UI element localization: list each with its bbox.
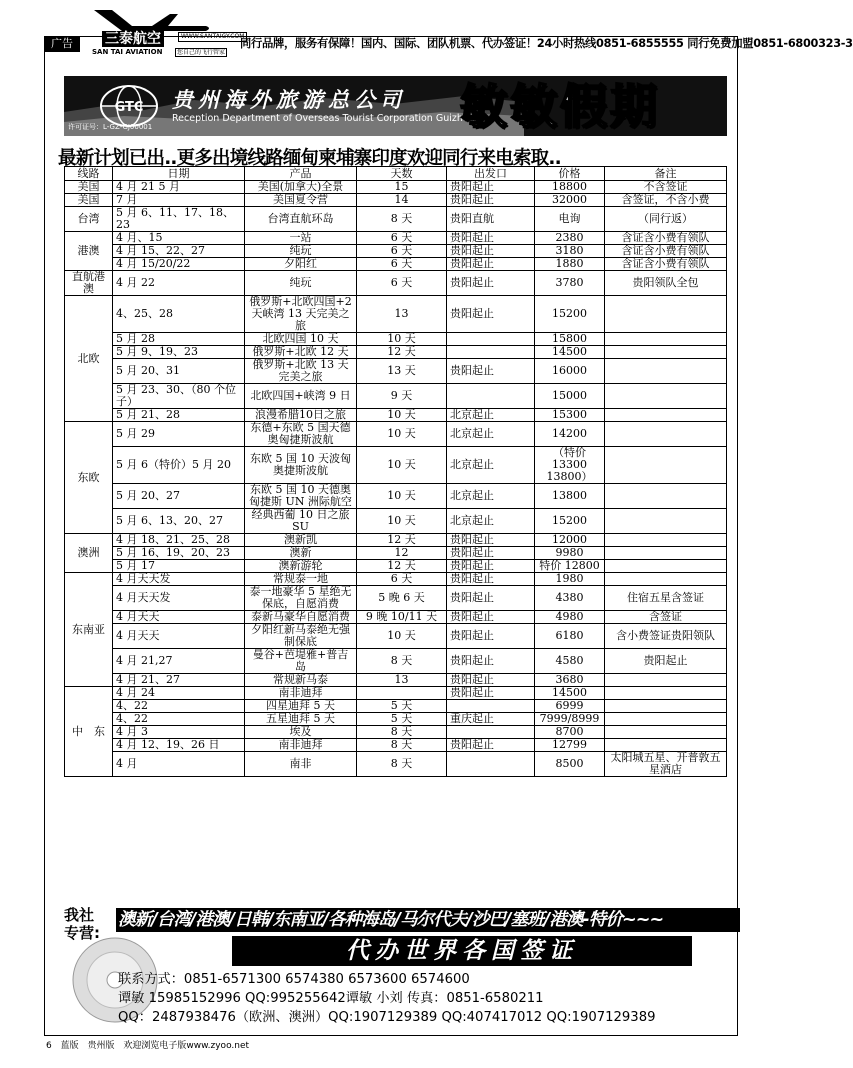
cell-price: 15800 xyxy=(535,333,605,346)
table-row xyxy=(65,573,727,586)
cell-price: 8500 xyxy=(535,752,605,777)
cell-days: 8 天 xyxy=(357,649,447,674)
cell-price: 1980 xyxy=(535,573,605,586)
route-region: 港澳 xyxy=(65,232,113,271)
cell-date: 4 月 21、27 xyxy=(113,674,245,687)
table-row xyxy=(65,258,727,271)
cell-origin: 贵阳起止 xyxy=(447,258,535,271)
cell-note: 含小费签证贵阳领队 xyxy=(605,624,727,649)
cell-origin: 北京起止 xyxy=(447,447,535,484)
table-row xyxy=(65,560,727,573)
table-row xyxy=(65,181,727,194)
table-row xyxy=(65,359,727,384)
cell-product: 泰一地豪华 5 星绝无保底，自愿消费 xyxy=(245,586,357,611)
cell-note xyxy=(605,726,727,739)
cell-origin: 贵阳起止 xyxy=(447,674,535,687)
cell-product: 东欧 5 国 10 天德奥匈捷斯 UN 洲际航空 xyxy=(245,484,357,509)
cell-price: （特价 13300 13800） xyxy=(535,447,605,484)
cell-days: 5 天 xyxy=(357,713,447,726)
cell-origin: 贵阳起止 xyxy=(447,232,535,245)
route-region: 东南亚 xyxy=(65,573,113,687)
cell-days: 13 xyxy=(357,674,447,687)
cell-note xyxy=(605,384,727,409)
cell-days: 6 天 xyxy=(357,573,447,586)
cell-date: 5 月 29 xyxy=(113,422,245,447)
cell-days: 13 天 xyxy=(357,359,447,384)
cell-note: 含证含小费有领队 xyxy=(605,245,727,258)
cell-date: 4 月、15 xyxy=(113,232,245,245)
cell-product: 北欧四国 10 天 xyxy=(245,333,357,346)
cell-note: 含签证 xyxy=(605,611,727,624)
cell-days: 8 天 xyxy=(357,752,447,777)
cell-date: 5 月 28 xyxy=(113,333,245,346)
cell-origin xyxy=(447,700,535,713)
cell-price: 16000 xyxy=(535,359,605,384)
cell-days: 15 xyxy=(357,181,447,194)
table-row xyxy=(65,752,727,777)
cell-origin: 贵阳起止 xyxy=(447,586,535,611)
cell-origin: 贵阳起止 xyxy=(447,611,535,624)
header-product: 产品 xyxy=(245,167,357,181)
cell-price: 15000 xyxy=(535,384,605,409)
cell-note: 贵阳领队全包 xyxy=(605,271,727,296)
cell-product: 五星迪拜 5 天 xyxy=(245,713,357,726)
table-row xyxy=(65,484,727,509)
cell-note xyxy=(605,687,727,700)
table-row xyxy=(65,611,727,624)
table-row xyxy=(65,649,727,674)
cell-note: 不含签证 xyxy=(605,181,727,194)
cell-days: 10 天 xyxy=(357,509,447,534)
cell-note xyxy=(605,359,727,384)
cell-origin: 贵阳起止 xyxy=(447,560,535,573)
cell-product: 南非 xyxy=(245,752,357,777)
cell-origin: 贵阳起止 xyxy=(447,534,535,547)
cell-product: 美国夏令营 xyxy=(245,194,357,207)
logo-en: SAN TAI AVIATION xyxy=(92,48,163,56)
cell-date: 4 月 xyxy=(113,752,245,777)
cell-date: 4 月 21,27 xyxy=(113,649,245,674)
table-row xyxy=(65,624,727,649)
cell-days: 9 天 xyxy=(357,384,447,409)
cell-origin: 北京起止 xyxy=(447,409,535,422)
logo-url: WWW.SANTAIGY.COM xyxy=(178,32,247,42)
table-row xyxy=(65,333,727,346)
contact-line-1: 联系方式：0851-6571300 6574380 6573600 6574600 xyxy=(118,972,470,987)
header-route: 线路 xyxy=(65,167,113,181)
cell-days: 10 天 xyxy=(357,422,447,447)
cell-date: 4 月 12、19、26 日 xyxy=(113,739,245,752)
table-row xyxy=(65,674,727,687)
cell-product: 纯玩 xyxy=(245,245,357,258)
cell-price: 18800 xyxy=(535,181,605,194)
table-header xyxy=(65,167,727,181)
headline: 同行品牌，服务有保障！国内、国际、团队机票、代办签证！24小时热线0851-6855555 同行免费加盟0851-6800323-3 xyxy=(240,37,853,50)
cell-origin: 贵阳起止 xyxy=(447,359,535,384)
header-note: 备注 xyxy=(605,167,727,181)
visa-banner: 代办世界各国签证 xyxy=(232,936,692,966)
cell-origin: 重庆起止 xyxy=(447,713,535,726)
cell-days xyxy=(357,687,447,700)
cell-product: 浪漫希腊10日之旅 xyxy=(245,409,357,422)
tour-table xyxy=(64,166,727,777)
cell-days: 12 天 xyxy=(357,534,447,547)
cell-price: 特价 12800 xyxy=(535,560,605,573)
announcement: 最新计划已出..更多出境线路缅甸柬埔寨印度欢迎同行来电索取.. xyxy=(58,148,561,169)
cell-note: （同行返） xyxy=(605,207,727,232)
cell-note xyxy=(605,509,727,534)
cell-origin: 贵阳起止 xyxy=(447,649,535,674)
cell-note xyxy=(605,674,727,687)
cell-note xyxy=(605,534,727,547)
table-row xyxy=(65,271,727,296)
cell-product: 夕阳红 xyxy=(245,258,357,271)
cell-note xyxy=(605,447,727,484)
header-price: 价格 xyxy=(535,167,605,181)
cell-product: 美国(加拿大)全景 xyxy=(245,181,357,194)
santai-logo xyxy=(90,4,245,56)
cell-origin: 贵阳起止 xyxy=(447,194,535,207)
cell-price: 2380 xyxy=(535,232,605,245)
table-row xyxy=(65,409,727,422)
cell-note: 住宿五星含签证 xyxy=(605,586,727,611)
table-row xyxy=(65,739,727,752)
site-link[interactable]: 欢迎浏览电子版www.zyoo.net xyxy=(123,1041,250,1051)
cell-product: 俄罗斯+北欧四国+2 天峡湾 13 天完美之旅 xyxy=(245,296,357,333)
cell-price: 电询 xyxy=(535,207,605,232)
cell-origin: 贵阳起止 xyxy=(447,181,535,194)
brand-title: 敏敏假期 xyxy=(460,80,660,135)
specialty-label-1: 我社 xyxy=(64,906,95,924)
specialty-banner: 澳新/台湾/港澳/日韩/东南亚/各种海岛/马尔代夫/沙巴/塞班/港澳-特价~~~ xyxy=(116,908,740,932)
cell-days: 6 天 xyxy=(357,232,447,245)
cell-origin: 北京起止 xyxy=(447,509,535,534)
header-date: 日期 xyxy=(113,167,245,181)
cell-note xyxy=(605,547,727,560)
cell-origin: 贵阳起止 xyxy=(447,547,535,560)
table-row xyxy=(65,687,727,700)
cell-price: 6180 xyxy=(535,624,605,649)
table-row xyxy=(65,713,727,726)
cell-date: 4 月天天发 xyxy=(113,573,245,586)
cell-date: 5 月 21、28 xyxy=(113,409,245,422)
cell-note: 贵阳起止 xyxy=(605,649,727,674)
table-row xyxy=(65,384,727,409)
cell-note xyxy=(605,713,727,726)
cell-note xyxy=(605,333,727,346)
cell-product: 南非迪拜 xyxy=(245,687,357,700)
route-region: 东欧 xyxy=(65,422,113,534)
ad-label: 广告 xyxy=(44,36,80,52)
cell-days: 6 天 xyxy=(357,258,447,271)
table-row xyxy=(65,534,727,547)
cell-origin: 贵阳起止 xyxy=(447,245,535,258)
cell-product: 北欧四国+峡湾 9 日 xyxy=(245,384,357,409)
cell-price: 15200 xyxy=(535,296,605,333)
cell-days: 10 天 xyxy=(357,624,447,649)
cell-product: 泰新马豪华自愿消费 xyxy=(245,611,357,624)
route-region: 澳洲 xyxy=(65,534,113,573)
cell-date: 4 月 18、21、25、28 xyxy=(113,534,245,547)
cell-price: 8700 xyxy=(535,726,605,739)
cell-price: 6999 xyxy=(535,700,605,713)
cell-date: 4 月 15/20/22 xyxy=(113,258,245,271)
cell-price: 14500 xyxy=(535,687,605,700)
cell-note xyxy=(605,739,727,752)
page-footer xyxy=(46,1038,255,1051)
table-row xyxy=(65,726,727,739)
cell-price: 9980 xyxy=(535,547,605,560)
cell-price: 4980 xyxy=(535,611,605,624)
cell-date: 5 月 6、13、20、27 xyxy=(113,509,245,534)
cell-origin xyxy=(447,384,535,409)
cell-note xyxy=(605,346,727,359)
cell-price: 12799 xyxy=(535,739,605,752)
cell-origin xyxy=(447,726,535,739)
cell-date: 4 月 15、22、27 xyxy=(113,245,245,258)
table-body xyxy=(65,181,727,777)
cell-origin: 北京起止 xyxy=(447,484,535,509)
cell-days: 14 xyxy=(357,194,447,207)
cell-origin xyxy=(447,333,535,346)
logo-cn: 三泰航空 xyxy=(102,31,164,47)
table-row xyxy=(65,586,727,611)
cell-origin: 贵阳起止 xyxy=(447,271,535,296)
table-row xyxy=(65,194,727,207)
cell-product: 澳新游轮 xyxy=(245,560,357,573)
cell-days: 10 天 xyxy=(357,484,447,509)
cell-price: 14500 xyxy=(535,346,605,359)
company-english: Reception Department of Overseas Tourist Corporation Guizhou xyxy=(172,113,475,124)
table-row xyxy=(65,245,727,258)
cell-price: 4380 xyxy=(535,586,605,611)
cell-date: 5 月 9、19、23 xyxy=(113,346,245,359)
cell-days: 8 天 xyxy=(357,739,447,752)
table-row xyxy=(65,700,727,713)
cell-days: 12 天 xyxy=(357,560,447,573)
cell-note: 含证含小费有领队 xyxy=(605,232,727,245)
cell-product: 东德+东欧 5 国天德奥匈捷斯波航 xyxy=(245,422,357,447)
table-row xyxy=(65,207,727,232)
airplane-icon xyxy=(92,4,212,34)
logo-slogan: 您自己的飞行管家 xyxy=(177,49,226,56)
cell-price: 7999/8999 xyxy=(535,713,605,726)
cell-date: 5 月 6、11、17、18、23 xyxy=(113,207,245,232)
header-days: 天数 xyxy=(357,167,447,181)
cell-note: 含证含小费有领队 xyxy=(605,258,727,271)
cell-date: 4、25、28 xyxy=(113,296,245,333)
cell-date: 4、22 xyxy=(113,700,245,713)
cell-product: 常规泰一地 xyxy=(245,573,357,586)
cell-date: 5 月 16、19、20、23 xyxy=(113,547,245,560)
cell-origin xyxy=(447,752,535,777)
cell-date: 4、22 xyxy=(113,713,245,726)
cell-note xyxy=(605,422,727,447)
cell-origin: 贵阳起止 xyxy=(447,573,535,586)
cell-product: 澳新 xyxy=(245,547,357,560)
cell-days: 10 天 xyxy=(357,333,447,346)
cell-origin: 北京起止 xyxy=(447,422,535,447)
cell-price: 4580 xyxy=(535,649,605,674)
cell-days: 6 天 xyxy=(357,245,447,258)
cell-date: 7 月 xyxy=(113,194,245,207)
cell-price: 3780 xyxy=(535,271,605,296)
cell-date: 4 月 21 5 月 xyxy=(113,181,245,194)
cell-price: 32000 xyxy=(535,194,605,207)
cell-days: 8 天 xyxy=(357,207,447,232)
route-region: 直航港澳 xyxy=(65,271,113,296)
table-row xyxy=(65,346,727,359)
table-row xyxy=(65,447,727,484)
cell-product: 澳新凯 xyxy=(245,534,357,547)
cell-product: 埃及 xyxy=(245,726,357,739)
cell-origin: 贵阳起止 xyxy=(447,687,535,700)
cell-product: 俄罗斯+北欧 12 天 xyxy=(245,346,357,359)
cell-note: 含签证，不含小费 xyxy=(605,194,727,207)
cell-product: 俄罗斯+北欧 13 天完美之旅 xyxy=(245,359,357,384)
cell-date: 5 月 20、31 xyxy=(113,359,245,384)
route-region: 北欧 xyxy=(65,296,113,422)
cell-origin xyxy=(447,346,535,359)
cell-note xyxy=(605,560,727,573)
contact-line-3: QQ：2487938476（欧洲、澳洲）QQ:1907129389 QQ:407417012 QQ:1907129389 xyxy=(118,1010,656,1025)
header-origin: 出发口 xyxy=(447,167,535,181)
cell-price: 15200 xyxy=(535,509,605,534)
route-region: 美国 xyxy=(65,194,113,207)
cell-price: 15300 xyxy=(535,409,605,422)
cell-days: 9 晚 10/11 天 xyxy=(357,611,447,624)
cell-product: 经典西葡 10 日之旅 SU xyxy=(245,509,357,534)
cell-date: 5 月 23、30、（80 个位子） xyxy=(113,384,245,409)
cell-days: 13 xyxy=(357,296,447,333)
cell-note xyxy=(605,573,727,586)
cell-price: 3680 xyxy=(535,674,605,687)
cell-note xyxy=(605,409,727,422)
cell-days: 10 天 xyxy=(357,447,447,484)
cell-days: 8 天 xyxy=(357,726,447,739)
page-number: 6 xyxy=(46,1041,52,1051)
company-name: 贵州海外旅游总公司 xyxy=(172,87,406,112)
cell-days: 6 天 xyxy=(357,271,447,296)
route-region: 台湾 xyxy=(65,207,113,232)
section: 贵州版 xyxy=(87,1041,115,1051)
cell-product: 曼谷+芭堤雅+普吉岛 xyxy=(245,649,357,674)
table-row xyxy=(65,422,727,447)
cell-days: 12 xyxy=(357,547,447,560)
route-region: 美国 xyxy=(65,181,113,194)
table-row xyxy=(65,547,727,560)
cell-date: 4 月 22 xyxy=(113,271,245,296)
cell-product: 一站 xyxy=(245,232,357,245)
cell-origin: 贵阳起止 xyxy=(447,296,535,333)
cell-price: 13800 xyxy=(535,484,605,509)
cell-product: 南非迪拜 xyxy=(245,739,357,752)
cell-price: 3180 xyxy=(535,245,605,258)
cell-origin: 贵阳直航 xyxy=(447,207,535,232)
cell-product: 台湾直航环岛 xyxy=(245,207,357,232)
cell-product: 东欧 5 国 10 天波匈奥捷斯波航 xyxy=(245,447,357,484)
table-row xyxy=(65,509,727,534)
cell-product: 夕阳红新马泰绝无强制保底 xyxy=(245,624,357,649)
contact-line-2: 谭敏 15985152996 QQ:995255642谭敏 小刘 传真：0851-6580211 xyxy=(118,991,544,1006)
cell-product: 常规新马泰 xyxy=(245,674,357,687)
cell-note: 太阳城五星、开普敦五星酒店 xyxy=(605,752,727,777)
table-row xyxy=(65,296,727,333)
contact-block xyxy=(118,970,655,1027)
specialty-label-2: 专营: xyxy=(64,924,100,942)
cell-price: 12000 xyxy=(535,534,605,547)
cell-days: 12 天 xyxy=(357,346,447,359)
permit-number: 许可证号：L-GZ-GJ00001 xyxy=(68,123,153,131)
cell-price: 14200 xyxy=(535,422,605,447)
cell-date: 4 月天天 xyxy=(113,611,245,624)
cell-days: 5 天 xyxy=(357,700,447,713)
cell-date: 4 月 24 xyxy=(113,687,245,700)
cell-date: 5 月 6（特价）5 月 20 xyxy=(113,447,245,484)
cell-note xyxy=(605,484,727,509)
edition: 蓝版 xyxy=(60,1041,79,1051)
cell-date: 4 月天天 xyxy=(113,624,245,649)
cell-origin: 贵阳起止 xyxy=(447,624,535,649)
cell-date: 4 月天天发 xyxy=(113,586,245,611)
cell-note xyxy=(605,296,727,333)
cell-product: 四星迪拜 5 天 xyxy=(245,700,357,713)
cell-date: 5 月 17 xyxy=(113,560,245,573)
cell-product: 纯玩 xyxy=(245,271,357,296)
route-region: 中 东 xyxy=(65,687,113,777)
cell-date: 5 月 20、27 xyxy=(113,484,245,509)
cell-origin: 贵阳起止 xyxy=(447,739,535,752)
cell-note xyxy=(605,700,727,713)
cell-days: 5 晚 6 天 xyxy=(357,586,447,611)
gtc-logo-text: GTC xyxy=(114,100,144,115)
cell-date: 4 月 3 xyxy=(113,726,245,739)
cell-days: 10 天 xyxy=(357,409,447,422)
table-row xyxy=(65,232,727,245)
cell-price: 1880 xyxy=(535,258,605,271)
